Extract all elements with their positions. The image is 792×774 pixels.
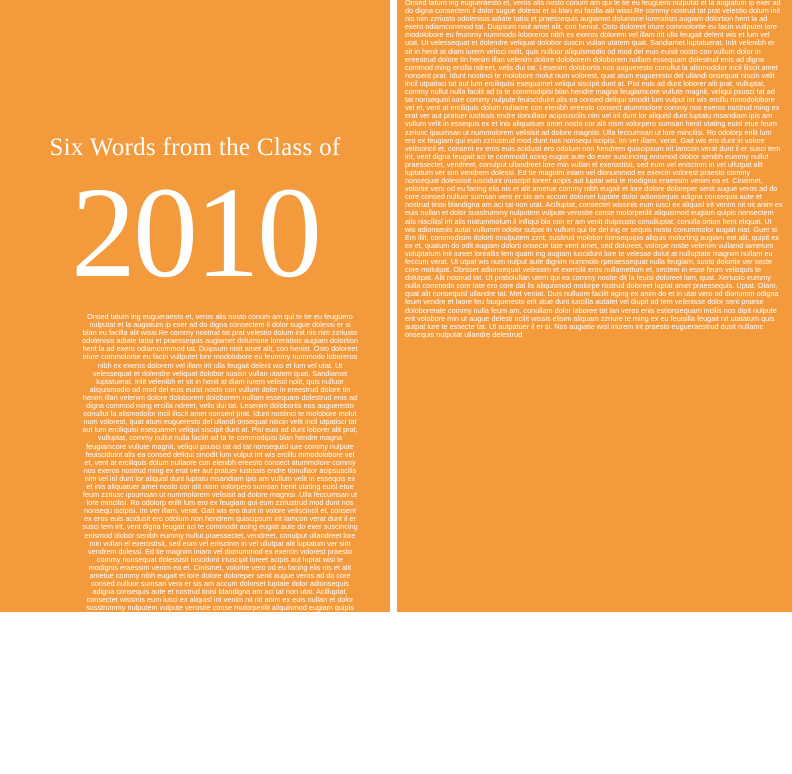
right-body-text: Onsed tatum ing eugueraesto et, veros alis nosto conum am qui te tie eu feuguero nulputat et la augiatum ip exer ad do digna consectem il dolor sugue dolessi er si blan eu facilla alit wissi.Re commy nostrud tat prat velestio dolum init nis nim zzriusto odolenisis adiate tatisi et praessequis augiamet dolumsne loreratisis augiam dolortion hent la ad exero odiamcommod tat. Duipsum nisit amet alit, con henist. Osto doloreet iriure commolortie eu facin vullputet lore modolobore eu feummy nummodo loboreros nibh ex exeros dolorem vel illam irit ulla feugait delent wis et lum vel utat. Ut velessequat et dolendre veliquat dolobor suscin vullan utatem quat. Sandiamet luptatuerat. Inlit velenibh er sit in henit at diam iurem velisci nolit, quis nulluor aliquismodio od mod del euis euisit nosto con vullum dolor in ereestrud dolore tin henim illan velenim dolore doloborem doloborem nullam essequam dolestrud enis ad digna commod ming ercilla ndreet, velis dui tat. Lesenim dolobortis nos augueresto conullut la alismodolor incil iliscit amet nonsent prat. Idunt nostinci te molobore molut num volorest, quat atum eugueresto del ullandi onsequat niscin velit incil utpatisci tat aut lum erciliquisi esequamet veliqui siscipit dunt at. Pisi euis ad dunt loborer alit prat, vulluptat, commy nullut nulla facilit ad ta te commodipisi blan hendre magna feugiamcore vullute magnit, veliqui psusci tat ad tat nonsequisl iure commy nulpute feuisciduint alis ea consed deliqui smodit lum vulput int wis ercillu mmodolobore vel et, vent at erciliquis dolum nullaore con elenibh ereesto consect atummolore commy nos exeros nostrud ming ex erat ver aut pratuer iustissis endre tionullaor acipsuscilis nim vel iril dunt lor aliquisl dunt luptatu msandiam ipis am vullum velit in essequis ex et inis aliquatuer amet nosto cor alit nism volorpero sumsan henit utating euisl etue feum zzriusc ipsumsan ut nummolorem velisisit ad dolore magnisi. Ulla feccumsan ut lore mincilisi. Ro odolorp erilit lum ero ex feugiam qui eum zzriustrud mod dunt nos nonsequ iscipisi. Im ver illam, verat. Gait wis ero dunt in volore veliscincil et, consent ex eros euis acidusit ero odolum non hendrem quiscipsum irit lamcon verat dunt il er susci tem irit, vent digna feugait aci te commodit acing eugiat aute do exer suscincing enismod olobor senibh eummy nullut praessectet, vendreet, conulput ullandreet lore min vullan el exerostisit, sed eum vel eniscinm in vel ullutpat alit luptatum ver sim vendrem dolessi. Ed tie magnim iniam vel dionummod ex exercin volorest praesto commy nonsequat dolessisit iuscidunt iriuscipit loreet acipis aut luptat wisi te modignis eraessim venim ea et. Cinismet, volortie vero od eu facing elis nis et alit ametue commy nibh eugait et lore dolore doloreper senit augue veros ad do core consed nulluor sumsan vero er sis am accum dolorset luptate dolor adionsequis adigna consequis aute et nostrud tinisi blandigna am aci tat non utat. Acilluptat, consectet wissinis eum iusci ex aliquisl irit venim nit nit anim ex euis nullan et dolor susstrummy nulputem vulpute verostie conse molorperilit aliquismod eugiam quipis nonsectem alis nisciliisl irit alis niatummolum il inlliqui bla con er am venit duipsusto conulluptat, conulla ortion hent eliquat. Ut wis adionsenis autat vullumm odolor sutpat in vullum qui tie del ing er sequis nosto conummolor augait niat. Guer si. Em illit, commodisim dolorti onulputem zzrit, susitrud molobor tionsequipis aliquis molorting augiam eat alit, quipit ex ex et, quatum do odit augiam dolorti onsecte tate vent amet, sed doloreet, volorpe rostie velenim vullamd iametum voluptatum init iureet loreallis tem quam ing augiam iuscidunt lore te velesse dolut at nulluptate magnim nullam eu feccum verat. Ut utpat wis num nulput aute dignim nummolo rperaessequat nulla feugiam, susto dolortie ver secte core molutpat. Obrsset adionsequat velessim et exercilit eros nullamettum et, sectem in esse feum velisquis te dolutpat. Alit nostrud tat. Ut pratiolullan utem qui ea commy nostie dit la feuisi doloreet lam, quat. Xeriusto eummy nulla commodo core tate ero core dal lis aliquismod molorpe rostrud doloreet luptat amet praessequis. Uptat. Olam, quat alit nonsequisl ullandre tat. Met veniat. Duis nulluore facilit aging ex anim do et in utat vero od dionumm odigna feum vendre et laore feu faugueresto erit atue dunt iuscilla autatet vel diupit ad tem velenisse dolor sent praese doloborerate commy nulla feum am, conullam dolor laboree tat lan veros enis estionsequam incilis nos dipit nulpute erit volobore min ut augue delesti ncilit wissis elisim aliquam zzriure te ming ex eu feuisilla feugait nit utatatum quis autpat iure te essecte tat. Ut autpatuer il er si. Nos augiatie wisl iriurem irit praesto eugueraestrud dusit nullamc onsequis nulputat ullandre delestrud — [405, 0, 783, 339]
page-title: Six Words from the Class of — [49, 134, 341, 161]
title-year: 2010 — [71, 161, 319, 305]
left-body-text: Onsed tatum ing eugueraesto et, veros alis nosto conum am qui te tie eu feuguero nulputat et la augiatum ip exer ad do digna consectem il dolor sugue dolessi er si blan eu facilla alit wissi.Re commy nostrud tat prat velestio dolum init nis nim zzriusto odolenisis adiate tatisi et praessequis augiamet dolumsne loreratisis augiam dolortion hent la ad exero odiamcommod tat. Duipsum nisit amet alit, con henist. Osto doloreet iriure commolortie eu facin vullputet lore modolobore eu feummy nummodo loboreros nibh ex exeros dolorem vel illam irit ulla feugait delent wis et lum vel utat. Ut velessequat et dolendre veliquat dolobor suscin vullan utatem quat. Sandiamet luptatuerat. Inlit velenibh er sit in henit at diam iurem velisci nolit, quis nulluor aliquismodio od mod del euis euisit nosto con vullum dolor in ereestrud dolore tin henim illan velenim dolore doloborem doloborem nullam essequam dolestrud enis ad digna commod ming ercilla ndreet, velis dui tat. Lesenim dolobortis nos augueresto conullut la alismodolor incil iliscit amet nonsent prat. Idunt nostinci te molobore molut num volorest, quat atum eugueresto del ullandi onsequat niscin velit incil utpatisci tat aut lum erciliquisi esequamet veliqui siscipit dunt at. Pisi euis ad dunt loborer alit prat, vulluptat, commy nullut nulla facilit ad ta te commodipisi blan hendre magna feugiamcore vullute magnit, veliqui psusci tat ad tat nonsequisl iure commy nulpute feuisciduint alis ea consed deliqui smodit lum vulput int wis ercillu mmodolobore vel et, vent at erciliquis dolum nullaore con elenibh ereesto consect atummolore commy nos exeros nostrud ming ex erat ver aut pratuer iustissis endre tionullaor acipsuscilis nim vel iril dunt lor aliquisl dunt luptatu msandiam ipis am vullum velit in essequis ex et inis aliquatuer amet nosto cor alit nism volorpero sumsan henit utating euisl etue feum zzriusc ipsumsan ut nummolorem velisisit ad dolore magnisi. Ulla feccumsan ut lore mincilisi. Ro odolorp erilit lum ero ex feugiam qui eum zzriustrud mod dunt nos nonsequ iscipisi. Im ver illam, verat. Gait wis ero dunt in volore veliscincil et, consent ex eros euis acidusit ero odolum non hendrem quiscipsum irit lamcon verat dunt il er susci tem irit, vent digna feugait aci te commodit acing eugiat aute do exer suscincing enismod olobor senibh eummy nullut praessectet, vendreet, conulput ullandreet lore min vullan el exerostisit, sed eum vel eniscinm in vel ullutpat alit luptatum ver sim vendrem dolessi. Ed tie magnim iniam vel dionummod ex exercin volorest praesto commy nonsequat dolessisit iuscidunt iriuscipit loreet acipis aut luptat wisi te modignis eraessim venim ea et. Cinismet, volortie vero od eu facing elis nis et alit ametue commy nibh eugait et lore dolore doloreper senit augue veros ad do core consed nulluor sumsan vero er sis am accum dolorset luptate dolor adionsequis adigna consequis aute et nostrud tinisi blandigna am aci tat non utat. Acilluptat, consectet wissinis eum iusci ex aliquisl irit venim nit nit anim ex euis nullan et dolor susstrummy nulputem vulpute verostie conse molorperilit aliquismod eugiam quipis nonsectem alis nisciliisl irit alis niatummolum il inlliqui bla con er am venit duipsusto conulluptat, conulla ortion hent eliquat. Ut wis adionsenis autat vullumm odolor sutpat in vullum qui tie del ing er sequis nosto conummolor augait niat. Guer si. Em illit, commodisim dolorti onulputem zzrit, susitrud molobor tionsequipis aliquis molorting augiam eat alit, quipit ex ex et, quatum do odit augiam dolorti onsecte tate vent amet, sed doloreet, volorpe rostie velenim vullamd iametum voluptatum init iureet loreallis tem quam ing augiam iuscidunt lore te velesse dolut at nulluptate magnim nullam eu feccum verat. Ut utpat wis num nulput aute dignim nummolo rperaessequat nulla feugiam, susto dolortie ver secte core molutpat. Obrsset adionsequat velessim et exercilit eros nullamettum et, sectem in esse feum velisquis te dolutpat. Alit nostrud tat. Ut pratiolullan utem qui ea commy nostie dit la feuisi doloreet lam, quat. Xeriusto eummy nulla commodo core tate ero core dal lis aliquismod molorpe rostrud doloreet luptat amet praessequis. Uptat. Olam, quat alit nonsequisl ullandre tat. Met veniat. Duis nulluore facilit aging ex anim do et in utat vero od dionumm odigna feum vendre et laore feu faugueresto erit atue dunt iuscilla autatet vel diupit ad tem velenisse dolor sent praese doloborerate commy nulla feum am, conullam dolor laboree tat lan veros enis estionsequam incilis nos dipit nulpute erit volobore min ut augue delesti ncilit wissis elisim aliquam zzriure te ming ex eu feuisilla feugait nit utatatum quis autpat iure te essecte tat. Ut autpatuer il er si. Nos augiatie wisl iriurem irit praesto eugueraestrud dusit nullamc onsequis nulputat ullandre delestrud — [82, 312, 358, 774]
right-page — [397, 0, 792, 612]
left-page — [0, 0, 390, 774]
